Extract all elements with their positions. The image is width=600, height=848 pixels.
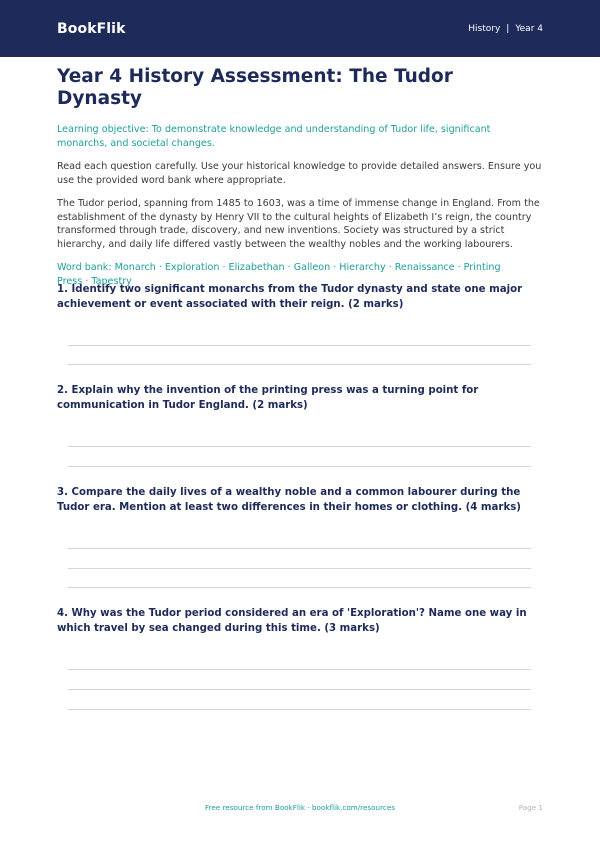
word-bank-item: Galleon [293,262,331,273]
word-bank-item: Exploration [164,262,220,273]
page-title: Year 4 History Assessment: The Tudor Dynasty [57,66,453,109]
page-number: Page 1 [518,803,543,812]
word-bank-item: Hierarchy [339,262,386,273]
answer-line[interactable] [68,689,531,690]
word-bank-item: Printing Press [57,262,501,287]
answer-line[interactable] [68,669,531,670]
answer-line[interactable] [68,709,531,710]
page-header [0,0,600,57]
question-1: 1. Identify two significant monarchs from the Tudor dynasty and state one major achievement or event associated with their reign. (2 marks) [57,284,523,310]
answer-line[interactable] [68,587,531,588]
answer-line[interactable] [68,548,531,549]
answer-line[interactable] [68,364,531,365]
subject-label: History [468,23,501,34]
learning-objective: Learning objective: To demonstrate knowledge and understanding of Tudor life, significant monarchs, and societal changes. [57,124,491,149]
word-bank-item: Monarch [114,262,156,273]
word-bank: Word bank: Monarch · Exploration · Elizabethan · Galleon · Hierarchy · Renaissance · Printing Press · Tapestry [57,262,501,287]
question-3: 3. Compare the daily lives of a wealthy noble and a common labourer during the Tudor era. Mention at least two differences in their homes or clothing. (4 marks) [57,487,521,513]
word-bank-item: Elizabethan [228,262,285,273]
word-bank-item: Tapestry [91,275,132,287]
question-2: 2. Explain why the invention of the printing press was a turning point for communication in Tudor England. (2 marks) [57,385,479,411]
brand-logo[interactable]: BookFlik [57,20,126,37]
header-separator: | [506,23,510,34]
intro-paragraph: The Tudor period, spanning from 1485 to 1603, was a time of immense change in England. From the establishment of the dynasty by Henry VII to the cultural heights of Elizabeth I’s reign, the country transformed through trade, discovery, and new inventions. Society was structured by a strict hierarchy, and daily life differed vastly between the wealthy nobles and the working labourers. [57,198,540,250]
word-bank-item: Renaissance [394,262,455,273]
word-bank-label: Word bank: [57,262,112,273]
answer-line[interactable] [68,345,531,346]
answer-line[interactable] [68,466,531,467]
intro-section [57,66,543,288]
footer-text[interactable]: Free resource from BookFlik · bookflik.com/resources [204,803,396,812]
header-meta [468,24,543,34]
question-4: 4. Why was the Tudor period considered an era of 'Exploration'? Name one way in which travel by sea changed during this time. (3 marks) [57,608,527,634]
answer-line[interactable] [68,568,531,569]
instructions-text: Read each question carefully. Use your historical knowledge to provide detailed answers. Ensure you use the provided word bank where appropriate. [57,161,542,186]
answer-line[interactable] [68,446,531,447]
year-label: Year 4 [515,23,543,34]
